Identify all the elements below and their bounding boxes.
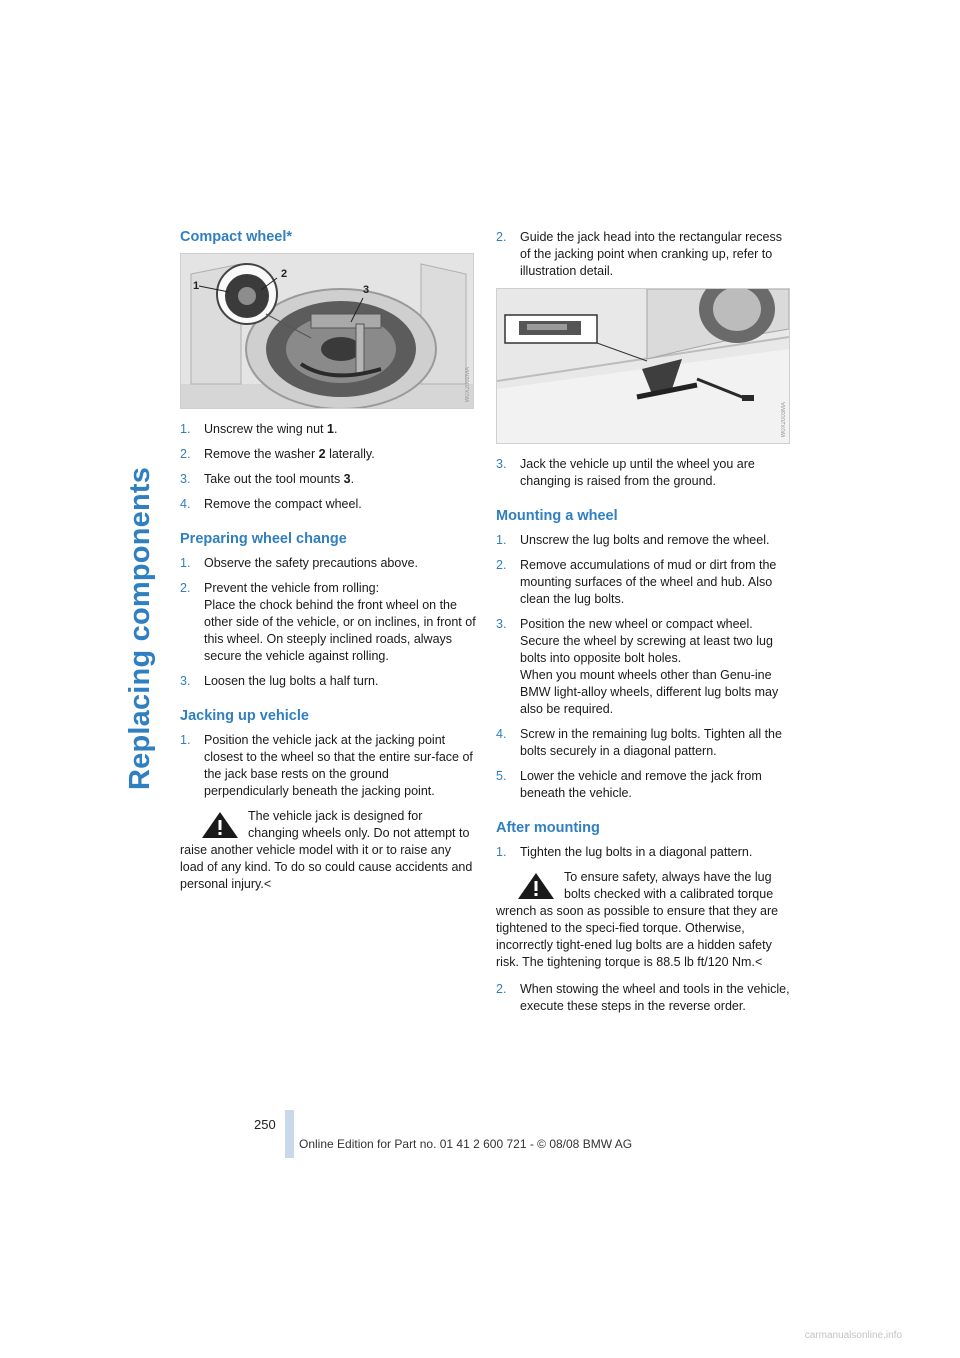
jacking-step-3 bbox=[496, 456, 792, 490]
list-item: 1. Tighten the lug bolts in a diagonal pattern. bbox=[496, 845, 753, 859]
left-column bbox=[180, 229, 476, 903]
list-item: 2. Remove the washer 2 laterally. bbox=[180, 447, 375, 461]
compact-wheel-illustration bbox=[180, 253, 474, 409]
list-item: 1. Unscrew the wing nut 1. bbox=[180, 422, 338, 436]
compact-wheel-steps bbox=[180, 421, 476, 513]
list-item: 4. Screw in the remaining lug bolts. Tighten all the bolts securely in a diagonal pattern. bbox=[496, 727, 782, 758]
edition-note: Online Edition for Part no. 01 41 2 600 721 - © 08/08 BMW AG bbox=[299, 1137, 633, 1151]
list-item: 2. When stowing the wheel and tools in the vehicle, execute these steps in the reverse order. bbox=[496, 982, 790, 1013]
jacking-steps bbox=[180, 732, 476, 800]
list-item: 1. Observe the safety precautions above. bbox=[180, 556, 419, 570]
list-item: 3. Loosen the lug bolts a half turn. bbox=[180, 674, 379, 688]
trunk-wheel-drawing bbox=[181, 254, 473, 408]
page-number: 250 bbox=[254, 1117, 276, 1132]
list-item: 2. Prevent the vehicle from rolling: Place the chock behind the front wheel on the other side of the vehicle, or on inclines, in front of this wheel. On steeply inclined roads, always secure the vehicle against rolling. bbox=[180, 581, 476, 663]
figure-code: W0X2002MA bbox=[465, 366, 471, 402]
jack-drawing bbox=[497, 289, 789, 443]
list-item: 2. Remove accumulations of mud or dirt from the mounting surfaces of the wheel and hub. Also clean the lug bolts. bbox=[496, 558, 777, 606]
list-item: 4. Remove the compact wheel. bbox=[180, 497, 362, 511]
end-marker: < bbox=[754, 955, 763, 969]
chapter-title: Replacing components bbox=[124, 466, 156, 790]
watermark: carmanualsonline.info bbox=[804, 1330, 902, 1341]
callout-1: 1 bbox=[193, 280, 200, 292]
list-item: 2. Guide the jack head into the rectangular recess of the jacking point when cranking up, refer to illustration detail. bbox=[496, 230, 782, 278]
right-column bbox=[496, 229, 792, 1023]
torque-warning: To ensure safety, always have the lug bolts checked with a calibrated torque wrench as soon as possible to ensure that they are tightened to the speci-fied torque. Otherwise, incorrectly tight-ened lug bolts are a hidden safety risk. The tightening torque is 88.5 lb ft/120 Nm.< bbox=[496, 870, 779, 969]
list-item: 3. Jack the vehicle up until the wheel you are changing is raised from the ground. bbox=[496, 457, 755, 488]
list-item: 1. Position the vehicle jack at the jacking point closest to the wheel so that the entire sur-face of the jack base rests on the ground perpendicularly beneath the jacking point. bbox=[180, 733, 473, 798]
list-item: 5. Lower the vehicle and remove the jack from beneath the vehicle. bbox=[496, 769, 762, 800]
after-mounting-steps bbox=[496, 844, 792, 861]
warning-icon bbox=[200, 810, 240, 840]
after-mounting-step-2 bbox=[496, 981, 792, 1015]
end-marker: < bbox=[263, 877, 272, 891]
heading-jacking-up-vehicle: Jacking up vehicle bbox=[180, 708, 309, 724]
figure-code: W0X2003MA bbox=[781, 401, 787, 437]
heading-mounting-a-wheel: Mounting a wheel bbox=[496, 508, 618, 524]
list-item: 3. Take out the tool mounts 3. bbox=[180, 472, 355, 486]
mounting-steps bbox=[496, 532, 792, 802]
callout-2: 2 bbox=[281, 268, 288, 280]
chapter-sidebar bbox=[108, 230, 168, 790]
jack-warning: The vehicle jack is designed for changing wheels only. Do not attempt to raise another vehicle model with it or to raise any load of any kind. To do so could cause accidents and personal injury.< bbox=[180, 809, 473, 891]
heading-after-mounting: After mounting bbox=[496, 820, 600, 836]
list-item: 3. Position the new wheel or compact wheel. Secure the wheel by screwing at least two lug bolts into opposite bolt holes. When you mount wheels other than Genu-ine BMW light-alloy wheels, different lug bolts may also be required. bbox=[496, 617, 779, 716]
preparing-steps bbox=[180, 555, 476, 690]
jack-illustration bbox=[496, 288, 790, 444]
jacking-steps-continued bbox=[496, 229, 792, 280]
footer-bar bbox=[285, 1110, 294, 1158]
list-item: 1. Unscrew the lug bolts and remove the wheel. bbox=[496, 533, 770, 547]
heading-compact-wheel: Compact wheel* bbox=[180, 229, 292, 245]
callout-3: 3 bbox=[363, 284, 370, 296]
heading-preparing-wheel-change: Preparing wheel change bbox=[180, 531, 347, 547]
warning-icon bbox=[516, 871, 556, 901]
